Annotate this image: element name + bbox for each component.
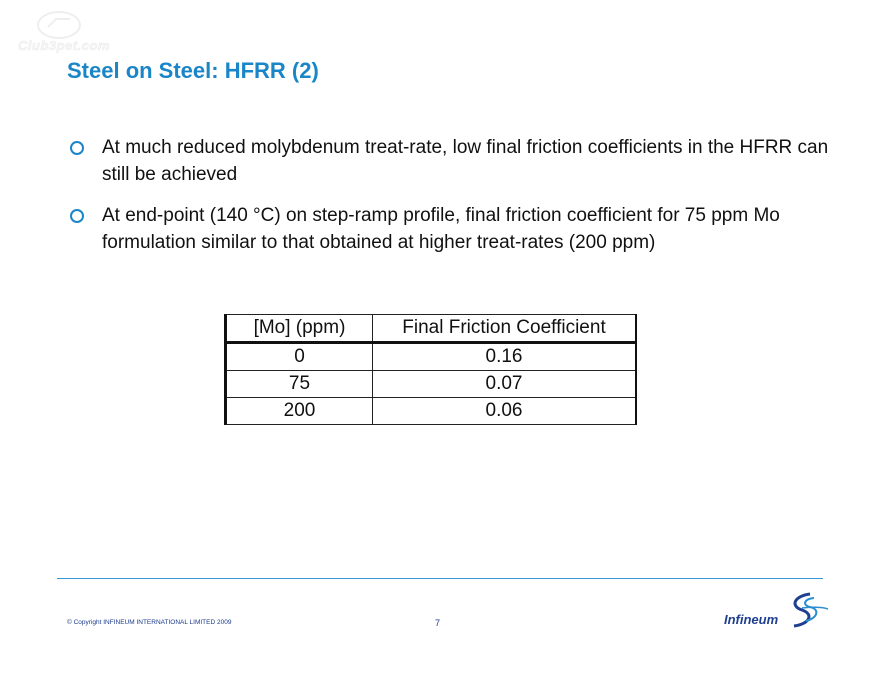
copyright-text: © Copyright INFINEUM INTERNATIONAL LIMITED 2009 (67, 619, 232, 626)
watermark-text: Club3pet.com (18, 38, 110, 53)
footer-divider (57, 578, 823, 579)
watermark-logo-icon (34, 8, 84, 40)
table-row (226, 398, 637, 425)
table-cell-friction: 0.16 (373, 343, 637, 371)
table-row (226, 371, 637, 398)
circle-bullet-icon (70, 209, 84, 223)
table-row (226, 343, 637, 371)
bullet-item (70, 202, 830, 256)
table-cell-friction: 0.06 (373, 398, 637, 425)
table-header-row (226, 315, 637, 343)
logo-text: Infineum (724, 612, 779, 627)
circle-bullet-icon (70, 141, 84, 155)
column-header-mo: [Mo] (ppm) (226, 315, 373, 343)
bullet-text: At much reduced molybdenum treat-rate, low final friction coefficients in the HFRR can still be achieved (102, 137, 829, 185)
bullet-text: At end-point (140 °C) on step-ramp profile, final friction coefficient for 75 ppm Mo formulation similar to that obtained at higher treat-rates (200 ppm) (102, 205, 780, 253)
bullet-list (70, 134, 830, 270)
column-header-friction: Final Friction Coefficient (373, 315, 637, 343)
infineum-logo (722, 590, 832, 632)
bullet-item (70, 134, 830, 188)
friction-table (224, 314, 637, 425)
table-cell-mo: 200 (226, 398, 373, 425)
slide-title: Steel on Steel: HFRR (2) (67, 58, 319, 83)
table-cell-mo: 0 (226, 343, 373, 371)
page-number: 7 (435, 618, 441, 628)
table-cell-mo: 75 (226, 371, 373, 398)
table-cell-friction: 0.07 (373, 371, 637, 398)
watermark (14, 8, 124, 58)
infineum-swirl-icon (780, 590, 830, 630)
